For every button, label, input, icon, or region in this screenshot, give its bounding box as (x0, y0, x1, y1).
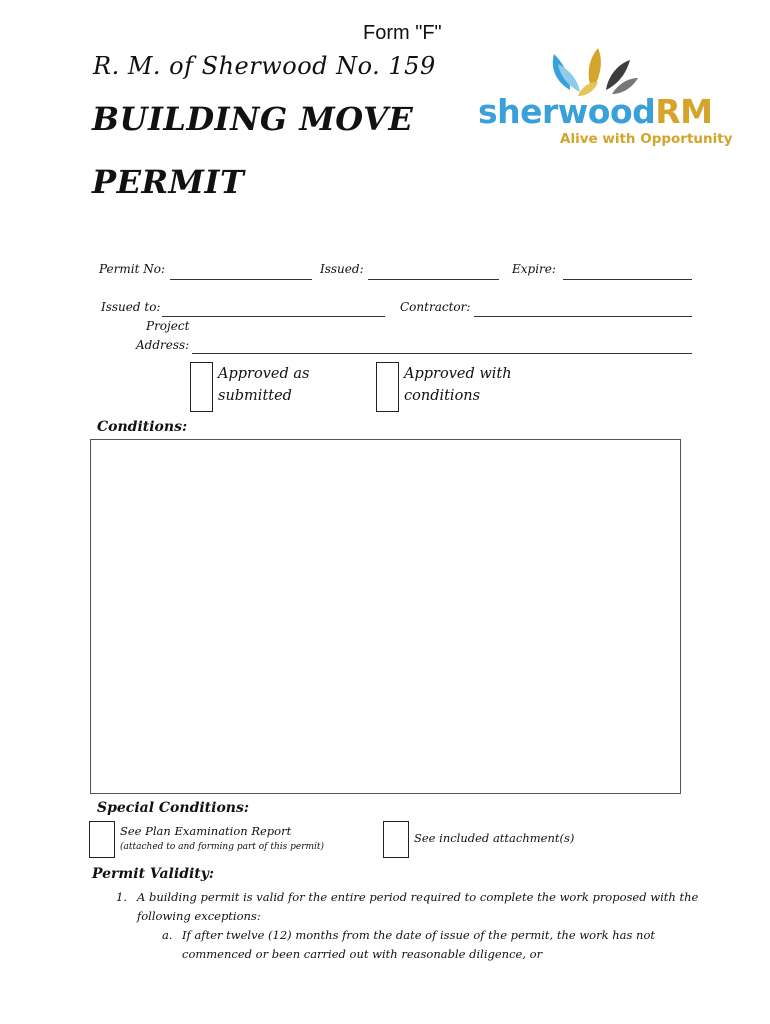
approved-as-submitted-line2: submitted (218, 388, 292, 404)
issued-to-label: Issued to: (101, 300, 161, 314)
expire-field[interactable] (563, 279, 692, 280)
issued-label: Issued: (320, 262, 364, 276)
contractor-field[interactable] (474, 316, 692, 317)
attachments-label: See included attachment(s) (414, 831, 575, 845)
expire-label: Expire: (512, 262, 556, 276)
validity-item-1-line2: following exceptions: (137, 909, 261, 923)
logo-name-sherwood: sherwood (478, 92, 656, 131)
conditions-heading: Conditions: (97, 419, 188, 435)
approved-with-conditions-checkbox[interactable] (376, 362, 399, 412)
approved-with-conditions-label (404, 363, 512, 407)
logo-name-rm: RM (655, 92, 713, 131)
project-label: Project (146, 319, 190, 333)
validity-item-1-text (137, 888, 697, 926)
project-address-field[interactable] (192, 353, 692, 354)
validity-item-1-number: 1. (116, 890, 127, 904)
issued-field[interactable] (368, 279, 499, 280)
approved-with-conditions-line1: Approved with (404, 366, 512, 382)
validity-item-1a-letter: a. (162, 928, 173, 942)
logo-wordmark (478, 92, 713, 131)
contractor-label: Contractor: (400, 300, 471, 314)
approved-as-submitted-line1: Approved as (218, 366, 310, 382)
issued-to-field[interactable] (162, 316, 385, 317)
validity-item-1a-line1: If after twelve (12) months from the date of issue of the permit, the work has not (182, 928, 655, 942)
page-title-line2: PERMIT (92, 163, 245, 201)
conditions-textarea[interactable] (90, 439, 681, 794)
approved-as-submitted-label (218, 363, 309, 407)
approved-as-submitted-checkbox[interactable] (190, 362, 213, 412)
municipality-title: R. M. of Sherwood No. 159 (93, 52, 436, 80)
attachments-checkbox[interactable] (383, 821, 409, 858)
permit-validity-heading: Permit Validity: (92, 866, 215, 882)
plan-report-note: (attached to and forming part of this permit) (120, 842, 325, 852)
special-conditions-heading: Special Conditions: (97, 800, 250, 816)
plan-report-label: See Plan Examination Report (120, 824, 292, 838)
page-title-line1: BUILDING MOVE (92, 100, 414, 138)
validity-item-1a-text (182, 926, 682, 964)
validity-item-1a-line2: commenced or been carried out with reasonable diligence, or (182, 947, 543, 961)
validity-item-1-line1: A building permit is valid for the entire period required to complete the work proposed with the (137, 890, 699, 904)
permit-no-label: Permit No: (99, 262, 165, 276)
plan-report-checkbox[interactable] (89, 821, 115, 858)
logo-tagline: Alive with Opportunity (560, 131, 733, 147)
form-label: Form "F" (363, 22, 442, 44)
approved-with-conditions-line2: conditions (404, 388, 481, 404)
permit-no-field[interactable] (170, 279, 312, 280)
address-label: Address: (136, 338, 190, 352)
